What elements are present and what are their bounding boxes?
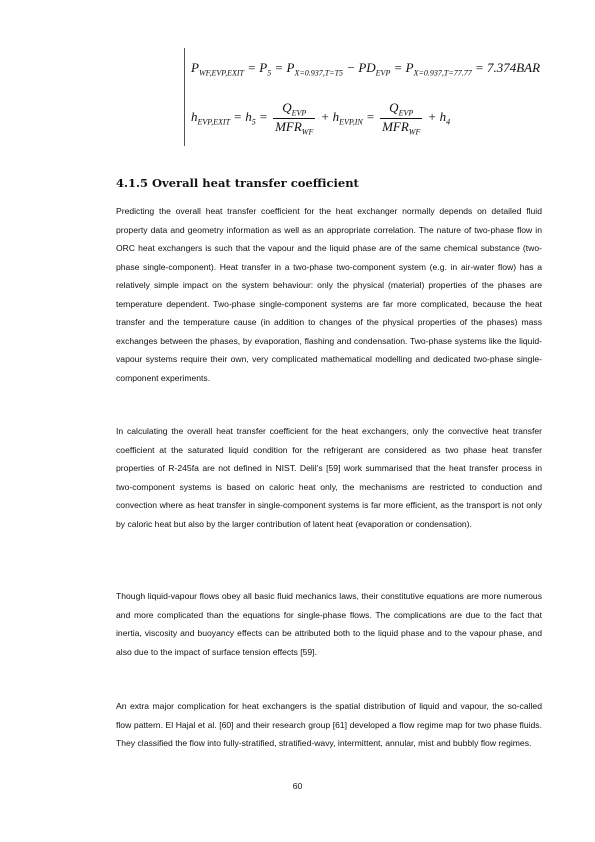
paragraph-1: Predicting the overall heat transfer coefficient for the heat exchanger normally depends on detailed fluid property data and geometry information as well as an appropriate correlation. The nature of two-phase flow in ORC heat exchangers is such that the vapour and the liquid phase are of the same chemical substance (two-phase single-component). Heat transfer in a two-phase two-component system (e.g. in air-water flow) has a relatively simple impact on the system behaviour: only the physical (material) properties of the phases are temperature dependent. Two-phase single-component systems are far more complicated, because the heat transfer and the temperature cause (in addition to changes of the physical properties of the phases) mass exchanges between the phases, by evaporation, flashing and condensation. Two-phase systems like the liquid-vapour systems require their own, very complicated mathematical modelling and dedicated two-phase single-component experiments. <box>116 206 542 383</box>
eq1-p5: P <box>259 60 268 75</box>
eq1-lhs-sub: WF,EVP,EXIT <box>198 68 244 78</box>
eq2-fraction-2 <box>380 100 422 136</box>
eq2-frac2-num-sub: EVP <box>398 108 414 118</box>
eq2-lhs: h <box>191 109 198 125</box>
eq2-h5-sub: 5 <box>251 117 256 127</box>
eq2-frac2-den: MFR <box>382 118 409 134</box>
paragraph-2: In calculating the overall heat transfer coefficient for the heat exchangers, only the convective heat transfer coefficient at the saturated liquid condition for the refrigerant are considered as two phase heat transfer properties of R-245fa are not defined in NIST. Delil’s [59] work summarised that the heat transfer process in two-component systems is based on caloric heat only, the mechanisms are restricted to conduction and convection where as heat transfer in single-component systems is far more efficient, as the transport is not only by caloric heat but also by the larger contribution of latent heat (evaporation or condensation). <box>116 426 542 529</box>
eq1-px1: P <box>286 60 295 75</box>
eq1-pd-sub: EVP <box>375 68 391 78</box>
eq2-fraction-1 <box>273 100 315 136</box>
eq1-pd: − PD <box>346 60 376 75</box>
eq2-h4: h <box>439 109 447 125</box>
eq1-px2-sub: X=0.937,T=77.77 <box>413 68 472 78</box>
equation-block <box>184 48 545 146</box>
paragraph-4: An extra major complication for heat exchangers is the spatial distribution of liquid and vapour, the so-called flow pattern. El Hajal et al. [60] and their research group [61] developed a flow regime map for two phase fluids. They classified the flow into fully-stratified, stratified-wavy, intermittent, annular, mist and bubbly flow regimes. <box>116 701 542 748</box>
eq1-result: = 7.374BAR <box>474 60 541 75</box>
eq1-px2: P <box>405 60 414 75</box>
eq2-frac2-num: Q <box>389 100 399 115</box>
section-heading: 4.1.5 Overall heat transfer coefficient <box>116 176 359 190</box>
eq2-frac1-den: MFR <box>275 118 302 134</box>
eq2-h4-sub: 4 <box>446 117 451 127</box>
eq2-h5: h <box>245 109 252 125</box>
eq2-frac2-den-sub: WF <box>408 127 421 137</box>
eq2-lhs-sub: EVP,EXIT <box>197 117 231 127</box>
eq1-p5-sub: 5 <box>267 68 272 78</box>
eq2-hin: h <box>332 109 340 125</box>
eq2-frac1-num: Q <box>282 100 292 115</box>
equation-enthalpy-exit: $h_{EVP,EXIT} = h_5$ = $\frac{Q_{EVP}}{MFR_{WF}}$ + $h_{EVP,IN}$ = $\frac{Q_{EVP}}{MFR_{WF}}$ + $h_4$ <box>191 100 451 137</box>
eq2-hin-sub: EVP,IN <box>339 117 363 127</box>
paragraph-3: Though liquid-vapour flows obey all basic fluid mechanics laws, their constitutive equations are more numerous and more complicated than the equations for single-phase flows. The complications are due to the fact that inertia, viscosity and buoyancy effects can be attributed both to the liquid phase and to the vapour phase, and also due to the impact of surface tension effects [59]. <box>116 591 542 657</box>
page-number: 60 <box>292 781 303 791</box>
eq1-lhs: P <box>191 60 199 75</box>
equation-pressure-exit: $P_{WF,EVP,EXIT} = P_5 = P_{X=0.937,T=T5} - PD_{EVP} = P_{X=0.937,T=77.77} = 7.374BAR$ <box>191 60 541 78</box>
eq2-frac1-num-sub: EVP <box>291 108 307 118</box>
eq1-px1-sub: X=0.937,T=T5 <box>294 68 344 78</box>
eq2-frac1-den-sub: WF <box>301 127 314 137</box>
